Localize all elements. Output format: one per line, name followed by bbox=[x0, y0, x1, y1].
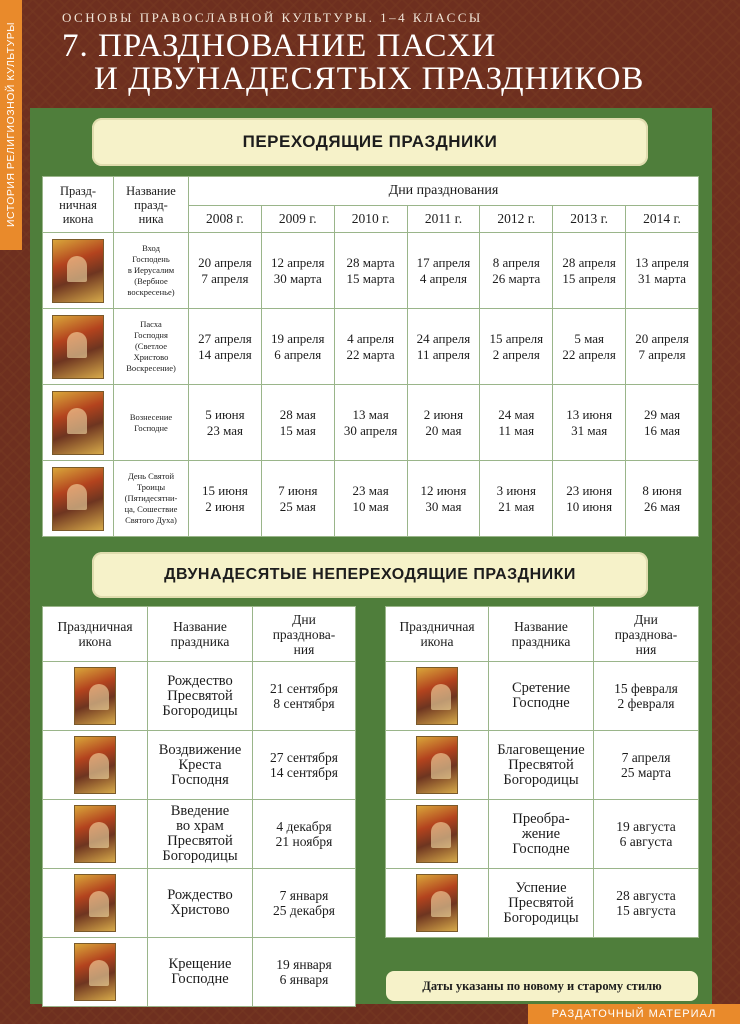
date-cell: 4 декабря 21 ноября bbox=[253, 800, 356, 869]
easter-icon bbox=[52, 315, 104, 379]
table-row bbox=[386, 662, 699, 731]
fixed-banner-label: ДВУНАДЕСЯТЫЕ НЕПЕРЕХОДЯЩИЕ ПРАЗДНИКИ bbox=[164, 566, 576, 583]
icon-cell bbox=[386, 731, 489, 800]
feast-name: Рождество Пресвятой Богородицы bbox=[148, 662, 253, 731]
feast-name: День Святой Троицы (Пятидесятни- ца, Сошествие Святого Духа) bbox=[114, 461, 189, 537]
date-cell: 24 апреля 11 апреля bbox=[407, 309, 480, 385]
moveable-banner bbox=[92, 118, 648, 166]
icon-cell bbox=[43, 233, 114, 309]
date-cell: 15 апреля 2 апреля bbox=[480, 309, 553, 385]
date-cell: 8 июня 26 мая bbox=[626, 461, 699, 537]
date-cell: 13 мая 30 апреля bbox=[334, 385, 407, 461]
date-cell: 7 января 25 декабря bbox=[253, 869, 356, 938]
page-title bbox=[62, 30, 644, 96]
feast-name: Крещение Господне bbox=[148, 938, 253, 1007]
icon-cell bbox=[43, 938, 148, 1007]
icon-cell bbox=[386, 800, 489, 869]
footnote: Даты указаны по новому и старому стилю bbox=[386, 971, 698, 1001]
fixed-left-header-icon: Праздничная икона bbox=[43, 607, 148, 662]
table-row bbox=[386, 731, 699, 800]
date-cell: 8 апреля 26 марта bbox=[480, 233, 553, 309]
date-cell: 12 июня 30 мая bbox=[407, 461, 480, 537]
year-header: 2014 г. bbox=[626, 206, 699, 233]
dormition-icon bbox=[416, 874, 458, 932]
nativity-theotokos-icon bbox=[74, 667, 116, 725]
nativity-christ-icon bbox=[74, 874, 116, 932]
table-row bbox=[43, 869, 356, 938]
trinity-icon bbox=[52, 467, 104, 531]
side-tab bbox=[0, 0, 22, 250]
fixed-table-right bbox=[385, 606, 699, 938]
moveable-banner-label: ПЕРЕХОДЯЩИЕ ПРАЗДНИКИ bbox=[242, 132, 498, 151]
table-row bbox=[43, 385, 699, 461]
table-row bbox=[43, 800, 356, 869]
header-name: Название празд- ника bbox=[114, 177, 189, 233]
fixed-table-left bbox=[42, 606, 356, 1007]
year-header: 2013 г. bbox=[553, 206, 626, 233]
icon-cell bbox=[386, 869, 489, 938]
table-row bbox=[386, 800, 699, 869]
date-cell: 23 мая 10 мая bbox=[334, 461, 407, 537]
date-cell: 13 апреля 31 марта bbox=[626, 233, 699, 309]
exaltation-cross-icon bbox=[74, 736, 116, 794]
fixed-right-header-icon: Праздничная икона bbox=[386, 607, 489, 662]
presentation-theotokos-icon bbox=[74, 805, 116, 863]
header-days: Дни празднования bbox=[189, 177, 699, 206]
feast-name: Введение во храм Пресвятой Богородицы bbox=[148, 800, 253, 869]
date-cell: 27 апреля 14 апреля bbox=[189, 309, 262, 385]
fixed-left-header-days: Дни празднова- ния bbox=[253, 607, 356, 662]
icon-cell bbox=[43, 800, 148, 869]
icon-cell bbox=[43, 309, 114, 385]
feast-name: Успение Пресвятой Богородицы bbox=[489, 869, 594, 938]
icon-cell bbox=[386, 662, 489, 731]
date-cell: 28 мая 15 мая bbox=[261, 385, 334, 461]
fixed-right-header-name: Название праздника bbox=[489, 607, 594, 662]
meeting-lord-icon bbox=[416, 667, 458, 725]
date-cell: 19 января 6 января bbox=[253, 938, 356, 1007]
date-cell: 27 сентября 14 сентября bbox=[253, 731, 356, 800]
date-cell: 20 апреля 7 апреля bbox=[626, 309, 699, 385]
date-cell: 2 июня 20 мая bbox=[407, 385, 480, 461]
date-cell: 24 мая 11 мая bbox=[480, 385, 553, 461]
icon-cell bbox=[43, 869, 148, 938]
date-cell: 19 августа 6 августа bbox=[594, 800, 699, 869]
feast-name: Пасха Господня (Светлое Христово Воскресение) bbox=[114, 309, 189, 385]
page-title-line2: И ДВУНАДЕСЯТЫХ ПРАЗДНИКОВ bbox=[94, 61, 645, 97]
table-row bbox=[43, 461, 699, 537]
moveable-table bbox=[42, 176, 699, 537]
date-cell: 13 июня 31 мая bbox=[553, 385, 626, 461]
date-cell: 5 июня 23 мая bbox=[189, 385, 262, 461]
date-cell: 28 августа 15 августа bbox=[594, 869, 699, 938]
table-row bbox=[43, 731, 356, 800]
feast-name: Воздвижение Креста Господня bbox=[148, 731, 253, 800]
series-title: ОСНОВЫ ПРАВОСЛАВНОЙ КУЛЬТУРЫ. 1–4 КЛАССЫ bbox=[62, 10, 483, 25]
fixed-banner bbox=[92, 552, 648, 598]
fixed-right-header-days: Дни празднова- ния bbox=[594, 607, 699, 662]
table-row bbox=[386, 869, 699, 938]
date-cell: 28 марта 15 марта bbox=[334, 233, 407, 309]
date-cell: 7 июня 25 мая bbox=[261, 461, 334, 537]
icon-cell bbox=[43, 461, 114, 537]
date-cell: 12 апреля 30 марта bbox=[261, 233, 334, 309]
feast-name: Рождество Христово bbox=[148, 869, 253, 938]
date-cell: 15 февраля 2 февраля bbox=[594, 662, 699, 731]
baptism-icon bbox=[74, 943, 116, 1001]
table-row bbox=[43, 233, 699, 309]
year-header: 2012 г. bbox=[480, 206, 553, 233]
table-row bbox=[43, 938, 356, 1007]
date-cell: 20 апреля 7 апреля bbox=[189, 233, 262, 309]
feast-name: Сретение Господне bbox=[489, 662, 594, 731]
transfiguration-icon bbox=[416, 805, 458, 863]
handout-label: РАЗДАТОЧНЫЙ МАТЕРИАЛ bbox=[528, 1004, 740, 1024]
feast-name: Благовещение Пресвятой Богородицы bbox=[489, 731, 594, 800]
year-header: 2010 г. bbox=[334, 206, 407, 233]
date-cell: 3 июня 21 мая bbox=[480, 461, 553, 537]
icon-cell bbox=[43, 731, 148, 800]
feast-name: Вознесение Господне bbox=[114, 385, 189, 461]
fixed-left-header-name: Название праздника bbox=[148, 607, 253, 662]
header-icon: Празд- ничная икона bbox=[43, 177, 114, 233]
date-cell: 15 июня 2 июня bbox=[189, 461, 262, 537]
date-cell: 4 апреля 22 марта bbox=[334, 309, 407, 385]
date-cell: 28 апреля 15 апреля bbox=[553, 233, 626, 309]
table-row bbox=[43, 309, 699, 385]
date-cell: 7 апреля 25 марта bbox=[594, 731, 699, 800]
date-cell: 19 апреля 6 апреля bbox=[261, 309, 334, 385]
year-header: 2011 г. bbox=[407, 206, 480, 233]
year-header: 2008 г. bbox=[189, 206, 262, 233]
date-cell: 21 сентября 8 сентября bbox=[253, 662, 356, 731]
date-cell: 29 мая 16 мая bbox=[626, 385, 699, 461]
date-cell: 5 мая 22 апреля bbox=[553, 309, 626, 385]
entry-jerusalem-icon bbox=[52, 239, 104, 303]
icon-cell bbox=[43, 385, 114, 461]
ascension-icon bbox=[52, 391, 104, 455]
side-tab-label: ИСТОРИЯ РЕЛИГИОЗНОЙ КУЛЬТУРЫ bbox=[5, 22, 17, 228]
icon-cell bbox=[43, 662, 148, 731]
annunciation-icon bbox=[416, 736, 458, 794]
date-cell: 23 июня 10 июня bbox=[553, 461, 626, 537]
year-header: 2009 г. bbox=[261, 206, 334, 233]
page-title-line1: 7. ПРАЗДНОВАНИЕ ПАСХИ bbox=[62, 28, 497, 64]
table-row bbox=[43, 662, 356, 731]
feast-name: Преобра- жение Господне bbox=[489, 800, 594, 869]
date-cell: 17 апреля 4 апреля bbox=[407, 233, 480, 309]
feast-name: Вход Господень в Иерусалим (Вербное воскресенье) bbox=[114, 233, 189, 309]
